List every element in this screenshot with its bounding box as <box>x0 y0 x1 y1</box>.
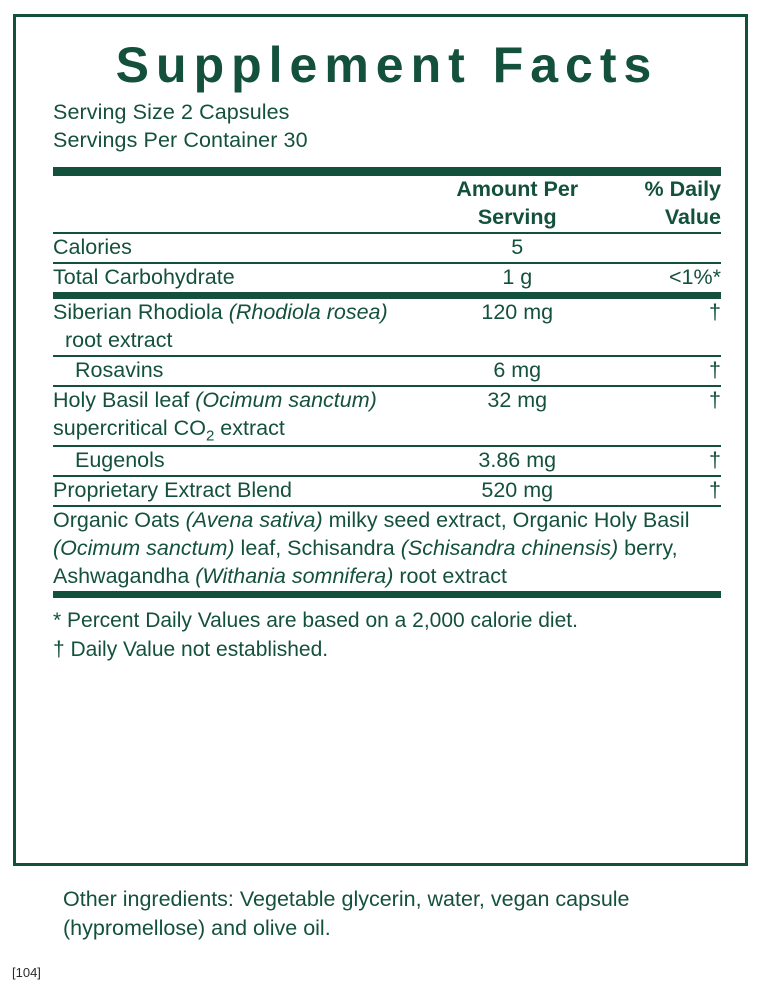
nutrition-table <box>53 176 721 591</box>
divider-top <box>53 167 721 176</box>
blend-description: Organic Oats (Avena sativa) milky seed extract, Organic Holy Basil (Ocimum sanctum) leaf, Schisandra (Schisandra chinensis) berry, Ashwagandha (Withania somnifera) root extract <box>53 508 690 589</box>
ingredient-name: Rosavins <box>75 357 164 382</box>
footnote-daily-value-not-established: † Daily Value not established. <box>53 638 329 662</box>
servings-per-container: Servings Per Container 30 <box>53 128 308 153</box>
column-header-amount: Amount Per Serving <box>456 177 579 230</box>
ingredient-daily-value: † <box>709 478 721 503</box>
ingredient-name: Holy Basil leaf (Ocimum sanctum) supercritical $CO_2$ extract <box>53 387 377 444</box>
blend-description-row <box>53 507 721 591</box>
ingredient-amount: 6 mg <box>493 357 542 382</box>
label-code: [104] <box>12 965 41 980</box>
ingredient-name: Proprietary Extract Blend <box>53 478 292 503</box>
nutrient-name: Total Carbohydrate <box>53 264 235 289</box>
serving-size: Serving Size 2 Capsules <box>53 99 290 124</box>
nutrient-amount: 1 g <box>502 264 533 289</box>
panel-content <box>53 39 721 665</box>
ingredient-amount: 32 mg <box>487 387 548 412</box>
other-ingredients: Other ingredients: Vegetable glycerin, water, vegan capsule (hypromellose) and olive oil. <box>63 887 630 941</box>
nutrient-name: Calories <box>53 234 132 259</box>
footnote-percent-daily-value: * Percent Daily Values are based on a 2,000 calorie diet. <box>53 609 578 633</box>
nutrient-daily-value: <1%* <box>669 264 721 289</box>
ingredient-daily-value: † <box>709 448 721 473</box>
table-row <box>53 357 721 385</box>
column-header-nutrient <box>53 176 427 232</box>
table-row <box>53 387 721 446</box>
table-row <box>53 234 721 262</box>
ingredient-daily-value: † <box>709 357 721 382</box>
divider-footnotes <box>53 591 721 598</box>
column-header-daily-value: % Daily Value <box>644 177 721 230</box>
ingredient-amount: 520 mg <box>481 478 554 503</box>
page-title: Supplement Facts <box>115 37 659 93</box>
ingredient-amount: 3.86 mg <box>478 448 557 473</box>
supplement-facts-panel <box>13 14 748 866</box>
nutrient-daily-value <box>607 234 721 262</box>
ingredient-name: Siberian Rhodiola (Rhodiola rosea) root extract <box>53 299 388 352</box>
ingredient-amount: 120 mg <box>481 299 554 324</box>
nutrient-amount: 5 <box>511 234 524 259</box>
table-row <box>53 447 721 475</box>
table-row <box>53 299 721 355</box>
footnotes <box>53 598 721 665</box>
table-header-row <box>53 176 721 232</box>
table-row <box>53 264 721 292</box>
table-row <box>53 477 721 505</box>
divider-section <box>53 292 721 299</box>
ingredient-daily-value: † <box>709 387 721 412</box>
ingredient-daily-value: † <box>709 299 721 324</box>
nutrition-table-body <box>53 176 721 591</box>
ingredient-name: Eugenols <box>75 448 165 473</box>
